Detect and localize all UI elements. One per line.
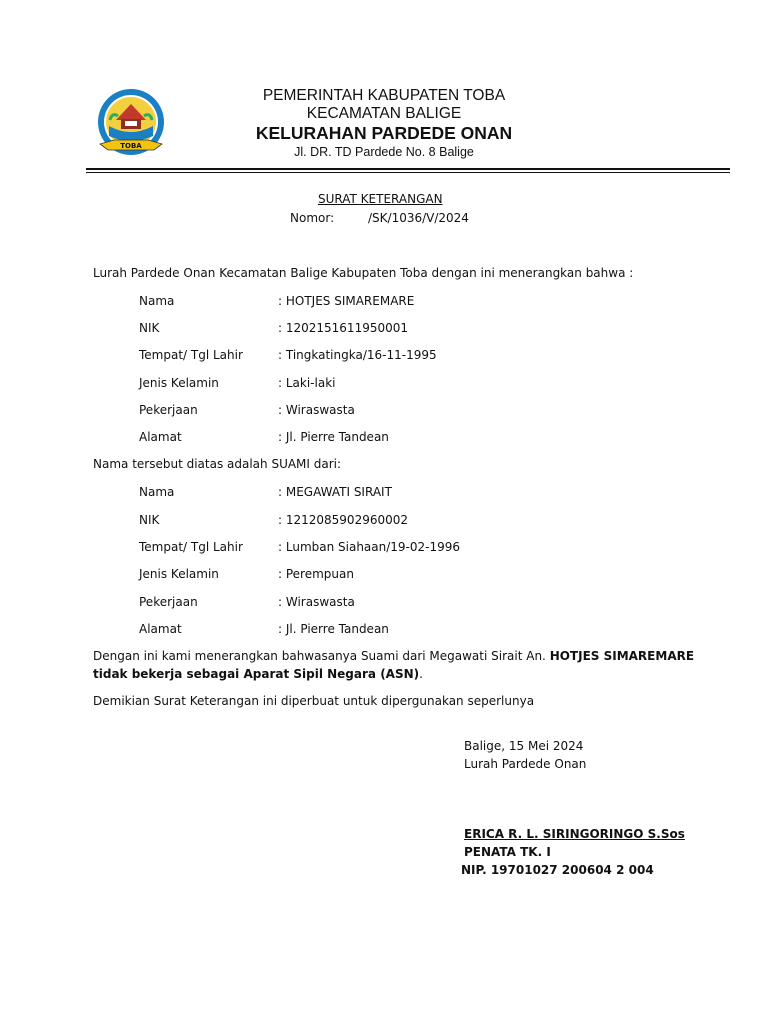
signer-name: ERICA R. L. SIRINGORINGO S.Sos xyxy=(464,827,685,841)
letterhead-rule-thin xyxy=(86,172,730,173)
field-label: NIK xyxy=(139,321,160,335)
number-value: /SK/1036/V/2024 xyxy=(368,211,469,225)
field-value: : Perempuan xyxy=(278,567,354,581)
field-value: : 1202151611950001 xyxy=(278,321,409,335)
field-label: NIK xyxy=(139,513,160,527)
number-label: Nomor: xyxy=(290,211,335,225)
intro-paragraph: Lurah Pardede Onan Kecamatan Balige Kabupaten Toba dengan ini menerangkan bahwa : xyxy=(93,266,634,280)
field-label: Jenis Kelamin xyxy=(139,567,219,581)
field-value: : Jl. Pierre Tandean xyxy=(278,430,389,444)
signer-position: Lurah Pardede Onan xyxy=(464,757,587,771)
signer-nip: NIP. 19701027 200604 2 004 xyxy=(461,863,654,877)
government-name: PEMERINTAH KABUPATEN TOBA xyxy=(262,87,506,104)
field-label: Tempat/ Tgl Lahir xyxy=(139,540,243,554)
field-value: : Jl. Pierre Tandean xyxy=(278,622,389,636)
field-label: Nama xyxy=(139,485,175,499)
letterhead-rule-thick xyxy=(86,168,730,170)
field-label: Alamat xyxy=(139,430,182,444)
statement-name: HOTJES SIMAREMARE xyxy=(549,649,695,663)
statement-line-1 xyxy=(93,649,694,663)
field-value: : Lumban Siahaan/19-02-1996 xyxy=(278,540,461,554)
field-value: : MEGAWATI SIRAIT xyxy=(278,485,392,499)
svg-text:TOBA: TOBA xyxy=(120,142,142,150)
closing-paragraph: Demikian Surat Keterangan ini diperbuat untuk dipergunakan seperlunya xyxy=(93,694,535,708)
village-name: KELURAHAN PARDEDE ONAN xyxy=(255,123,513,143)
field-value: : HOTJES SIMAREMARE xyxy=(278,294,415,308)
field-label: Jenis Kelamin xyxy=(139,376,219,390)
field-value: : Wiraswasta xyxy=(278,595,355,609)
field-label: Pekerjaan xyxy=(139,595,198,609)
statement-asn: tidak bekerja sebagai Aparat Sipil Negara (ASN) xyxy=(93,667,420,681)
field-label: Pekerjaan xyxy=(139,403,198,417)
district-name: KECAMATAN BALIGE xyxy=(306,105,462,122)
statement-line-2 xyxy=(93,667,423,681)
statement-period: . xyxy=(419,667,423,681)
document-title: SURAT KETERANGAN xyxy=(318,192,443,206)
office-address: Jl. DR. TD Pardede No. 8 Balige xyxy=(294,145,474,159)
regency-logo xyxy=(92,86,170,164)
place-date: Balige, 15 Mei 2024 xyxy=(464,739,584,753)
statement-prefix: Dengan ini kami menerangkan bahwasanya Suami dari Megawati Sirait An. xyxy=(93,649,546,663)
field-label: Tempat/ Tgl Lahir xyxy=(139,348,243,362)
field-value: : Tingkatingka/16-11-1995 xyxy=(278,348,437,362)
relation-paragraph: Nama tersebut diatas adalah SUAMI dari: xyxy=(93,457,342,471)
field-value: : 1212085902960002 xyxy=(278,513,409,527)
field-label: Nama xyxy=(139,294,175,308)
field-value: : Laki-laki xyxy=(278,376,336,390)
signer-rank: PENATA TK. I xyxy=(464,845,551,859)
field-label: Alamat xyxy=(139,622,182,636)
field-value: : Wiraswasta xyxy=(278,403,355,417)
